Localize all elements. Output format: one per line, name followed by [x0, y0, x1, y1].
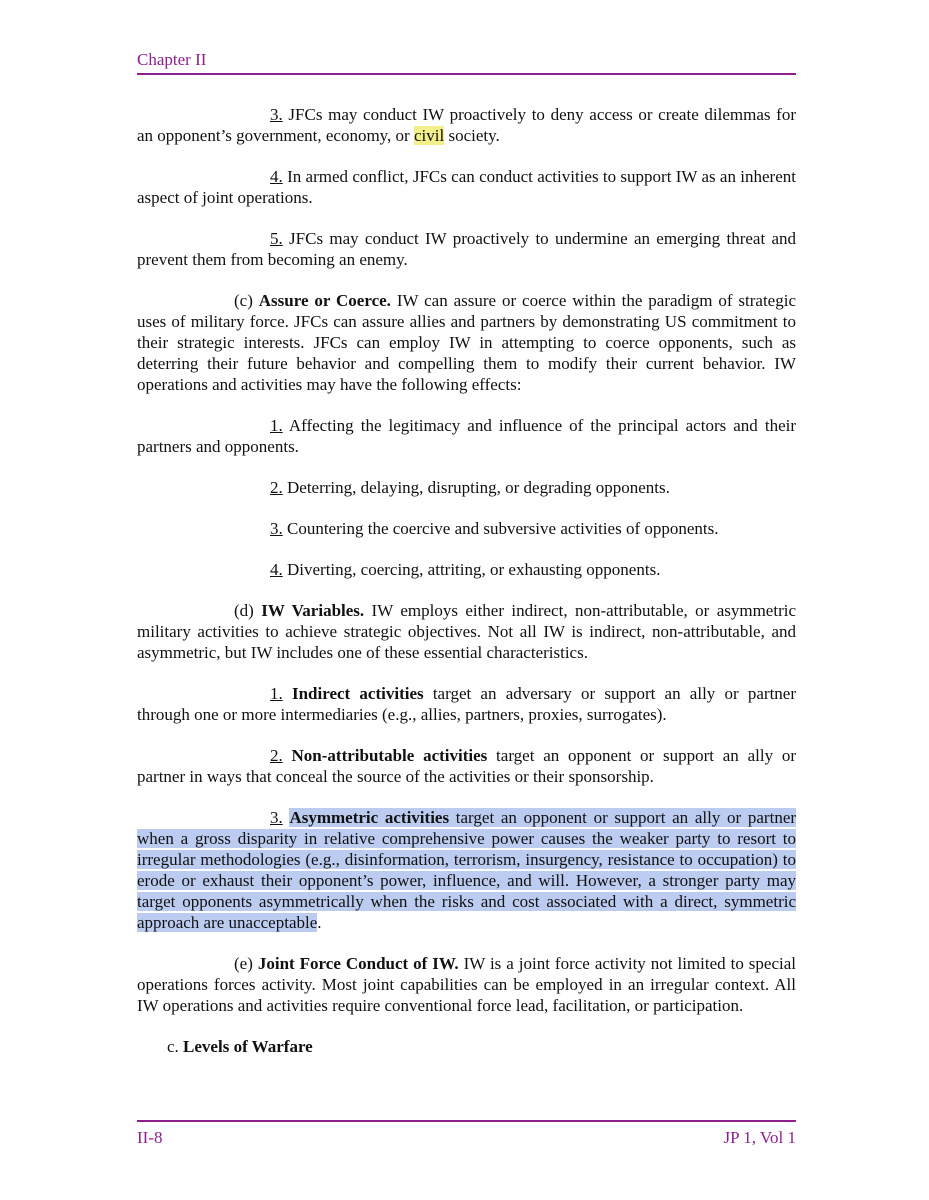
- item-text: Deterring, delaying, disrupting, or degrading opponents.: [282, 478, 670, 497]
- paragraph-e-joint-force-conduct[interactable]: [137, 953, 796, 1016]
- subparagraph-title: Joint Force Conduct of IW.: [257, 954, 459, 973]
- paragraph-5-emerging-threat[interactable]: [137, 228, 796, 270]
- paragraph-text: JFCs may conduct IW proactively to undermine an emerging threat and prevent them from becoming an enemy.: [137, 229, 796, 269]
- variable-item-non-attributable[interactable]: [137, 745, 796, 787]
- paragraph-c-assure-or-coerce[interactable]: [137, 290, 796, 395]
- item-text: Countering the coercive and subversive activities of opponents.: [282, 519, 719, 538]
- section-heading-levels-of-warfare[interactable]: [137, 1036, 796, 1057]
- item-text: target an opponent or support an ally or partner when a gross disparity in relative comprehensive power causes the weaker party to resort to irregular methodologies (e.g., disinformation, terrorism, insurgency, resistance to occupation) to erode or exhaust their opponent’s power, influence, and will. However, a stronger party may target opponents asymmetrically when the risks and cost associated with a direct, symmetric approach are unacceptable: [137, 808, 797, 932]
- paragraph-text: IW is a joint force activity not limited to special operations forces activity. Most joint capabilities can be employed in an irregular context. All IW operations and activities require conventional force lead, facilitation, or participation.: [137, 954, 796, 1015]
- page-number: II-8: [137, 1128, 163, 1147]
- item-text: Diverting, coercing, attriting, or exhausting opponents.: [282, 560, 661, 579]
- item-number: 3.: [270, 105, 283, 124]
- paragraph-text: In armed conflict, JFCs can conduct activities to support IW as an inherent aspect of joint operations.: [137, 167, 796, 207]
- paragraph-3-deny-access[interactable]: [137, 104, 796, 146]
- paragraph-text: JFCs may conduct IW proactively to deny access or create dilemmas for an opponent’s government, economy, or: [137, 105, 796, 145]
- item-number: 3.: [270, 808, 283, 827]
- item-term: Asymmetric activities: [289, 808, 450, 827]
- selected-text[interactable]: [137, 808, 796, 932]
- highlighted-word[interactable]: civil: [413, 126, 445, 145]
- item-number: 3.: [270, 519, 283, 538]
- variable-item-asymmetric[interactable]: [137, 807, 796, 933]
- item-number: 1.: [270, 684, 283, 703]
- item-number: 5.: [270, 229, 283, 248]
- item-number: 2.: [270, 746, 283, 765]
- item-text: target an opponent or support an ally or partner in ways that conceal the source of the activities or their sponsorship.: [137, 746, 796, 786]
- subparagraph-label: (e): [234, 954, 258, 973]
- item-number: 2.: [270, 478, 283, 497]
- document-body: [137, 104, 796, 1077]
- variable-item-indirect[interactable]: [137, 683, 796, 725]
- item-term: Indirect activities: [291, 684, 424, 703]
- item-text: target an adversary or support an ally or partner through one or more intermediaries (e.g., allies, partners, proxies, surrogates).: [137, 684, 797, 724]
- paragraph-text: IW employs either indirect, non-attributable, or asymmetric military activities to achieve strategic objectives. Not all IW is indirect, non-attributable, and asymmetric, but IW includes one of these essential characteristics.: [137, 601, 797, 662]
- paragraph-4-armed-conflict[interactable]: [137, 166, 796, 208]
- paragraph-text: IW can assure or coerce within the paradigm of strategic uses of military force. JFCs can assure allies and partners by demonstrating US commitment to their strategic interests. JFCs can employ IW in attempting to coerce opponents, such as deterring their future behavior and compelling them to modify their current behavior. IW operations and activities may have the following effects:: [137, 291, 796, 394]
- item-number: 4.: [270, 167, 283, 186]
- paragraph-text-end: society.: [444, 126, 500, 145]
- subparagraph-title: Assure or Coerce.: [258, 291, 391, 310]
- item-term: Non-attributable activities: [291, 746, 488, 765]
- publication-title: JP 1, Vol 1: [723, 1128, 796, 1147]
- effect-item-4[interactable]: [137, 559, 796, 580]
- subparagraph-label: (c): [234, 291, 259, 310]
- item-number: 4.: [270, 560, 283, 579]
- item-number: 1.: [270, 416, 283, 435]
- header-rule: [137, 73, 796, 75]
- subparagraph-title: IW Variables.: [261, 601, 365, 620]
- effect-item-2[interactable]: [137, 477, 796, 498]
- section-label: c.: [167, 1037, 184, 1056]
- item-text: Affecting the legitimacy and influence of the principal actors and their partners and opponents.: [137, 416, 796, 456]
- paragraph-d-iw-variables[interactable]: [137, 600, 796, 663]
- item-text-end: .: [317, 913, 322, 932]
- effect-item-3[interactable]: [137, 518, 796, 539]
- section-title: Levels of Warfare: [183, 1037, 313, 1056]
- subparagraph-label: (d): [234, 601, 262, 620]
- chapter-header: Chapter II: [137, 50, 207, 69]
- effect-item-1[interactable]: [137, 415, 796, 457]
- footer-rule: [137, 1120, 796, 1122]
